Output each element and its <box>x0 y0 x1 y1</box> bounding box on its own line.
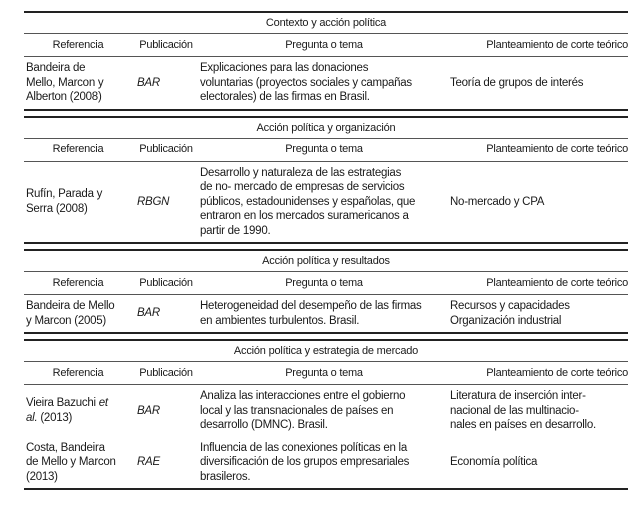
table-row <box>24 385 628 437</box>
question-line: desarrollo (DMNC). Brasil. <box>200 419 328 431</box>
reference-line <box>26 441 137 456</box>
reference-cell <box>24 187 137 216</box>
header-referencia: Referencia <box>52 38 104 51</box>
question-cell <box>200 389 450 433</box>
reference-cell <box>24 441 137 485</box>
theory-line: nales en países en desarrollo. <box>450 419 596 431</box>
question-line: diversificación de los grupos empresariales <box>200 456 410 468</box>
question-line: voluntarias (proyectos sociales y campañas <box>200 76 412 89</box>
reference-text: (2013) <box>26 470 58 483</box>
question-line: Heterogeneidad del desempeño de las firmas <box>200 300 422 312</box>
column-header-row <box>24 272 628 294</box>
theory-cell <box>450 299 628 328</box>
reference-line <box>26 470 137 485</box>
question-line: públicos, estadounidenses y españolas, que <box>200 195 416 208</box>
theory-line: Economía política <box>450 456 538 468</box>
reference-line <box>26 314 137 329</box>
header-referencia: Referencia <box>52 366 104 379</box>
column-header-row <box>24 34 628 56</box>
reference-text: Mello, Marcon y <box>26 76 104 89</box>
reference-line <box>26 202 137 217</box>
reference-line <box>26 76 137 91</box>
header-planteamiento: Planteamiento de corte teórico <box>486 276 628 289</box>
reference-line <box>26 455 137 470</box>
theory-cell <box>450 195 628 210</box>
header-pregunta: Pregunta o tema <box>285 143 363 156</box>
literature-table <box>24 11 628 490</box>
reference-line <box>26 90 137 105</box>
table-row <box>24 162 628 243</box>
header-pregunta: Pregunta o tema <box>285 276 363 289</box>
theory-line: Recursos y capacidades <box>450 300 570 312</box>
reference-line <box>26 299 137 314</box>
header-referencia: Referencia <box>52 276 104 289</box>
reference-line <box>26 187 137 202</box>
question-line: brasileros. <box>200 470 251 483</box>
table-row <box>24 437 628 489</box>
reference-text: de Mello y Marcon <box>26 456 116 468</box>
question-cell <box>200 61 450 105</box>
reference-text: Costa, Bandeira <box>26 441 105 454</box>
header-publicacion: Publicación <box>139 143 193 156</box>
reference-text: (2013) <box>37 411 73 424</box>
theory-line: No-mercado y CPA <box>450 195 545 208</box>
header-publicacion: Publicación <box>139 276 193 289</box>
reference-text: et <box>98 397 108 410</box>
column-header-row <box>24 362 628 384</box>
question-line: de no- mercado de empresas de servicios <box>200 181 405 193</box>
reference-line <box>26 61 137 76</box>
theory-cell <box>450 389 628 433</box>
reference-text: Serra (2008) <box>26 202 88 215</box>
publication-cell: RAE <box>137 456 160 468</box>
question-line: electorales) de las firmas en Brasil. <box>200 91 370 103</box>
header-planteamiento: Planteamiento de corte teórico <box>486 38 628 51</box>
theory-line: Organización industrial <box>450 314 562 327</box>
header-planteamiento: Planteamiento de corte teórico <box>486 366 628 379</box>
section-title: Acción política y organización <box>256 121 396 134</box>
reference-text: al. <box>26 411 38 424</box>
header-planteamiento: Planteamiento de corte teórico <box>486 143 628 156</box>
reference-text: Alberton (2008) <box>26 91 102 103</box>
column-header-row <box>24 139 628 161</box>
reference-text: Bandeira de Mello <box>26 300 115 312</box>
header-publicacion: Publicación <box>139 38 193 51</box>
reference-text: Rufín, Parada y <box>26 188 103 201</box>
question-line: entraron en los mercados suramericanos a <box>200 210 409 222</box>
table-row <box>24 295 628 332</box>
section-title: Acción política y estrategia de mercado <box>233 345 419 357</box>
section-title: Contexto y acción política <box>265 17 387 29</box>
reference-line <box>26 396 137 411</box>
reference-line <box>26 411 137 426</box>
reference-cell <box>24 61 137 105</box>
theory-cell <box>450 455 628 470</box>
question-cell <box>200 299 450 328</box>
publication-cell: BAR <box>137 404 160 417</box>
question-line: local y las transnacionales de países en <box>200 404 394 417</box>
table-row <box>24 57 628 109</box>
reference-cell <box>24 396 137 425</box>
question-cell <box>200 166 450 239</box>
question-line: Desarrollo y naturaleza de las estrategias <box>200 166 402 179</box>
question-line: en ambientes turbulentos. Brasil. <box>200 314 360 327</box>
publication-cell: RBGN <box>137 195 170 208</box>
section-bottom-rule <box>24 488 628 490</box>
reference-text: y Marcon (2005) <box>26 314 106 327</box>
header-referencia: Referencia <box>52 143 104 156</box>
question-cell <box>200 441 450 485</box>
reference-text: Bandeira de <box>26 62 86 74</box>
theory-line: Literatura de inserción inter- <box>450 390 586 402</box>
question-line: Influencia de las conexiones políticas en la <box>200 441 408 454</box>
publication-cell: BAR <box>137 76 160 89</box>
theory-line: nacional de las multinacio- <box>450 404 579 417</box>
publication-cell: BAR <box>137 307 160 320</box>
question-line: Analiza las interacciones entre el gobierno <box>200 390 406 402</box>
header-pregunta: Pregunta o tema <box>285 366 363 379</box>
question-line: Explicaciones para las donaciones <box>200 62 369 74</box>
header-pregunta: Pregunta o tema <box>285 38 363 51</box>
section-title: Acción política y resultados <box>262 255 390 267</box>
reference-text: Vieira Bazuchi <box>26 397 99 410</box>
header-publicacion: Publicación <box>139 366 193 379</box>
theory-line: Teoría de grupos de interés <box>450 76 584 89</box>
theory-cell <box>450 76 628 91</box>
question-line: partir de 1990. <box>200 224 271 237</box>
reference-cell <box>24 299 137 328</box>
